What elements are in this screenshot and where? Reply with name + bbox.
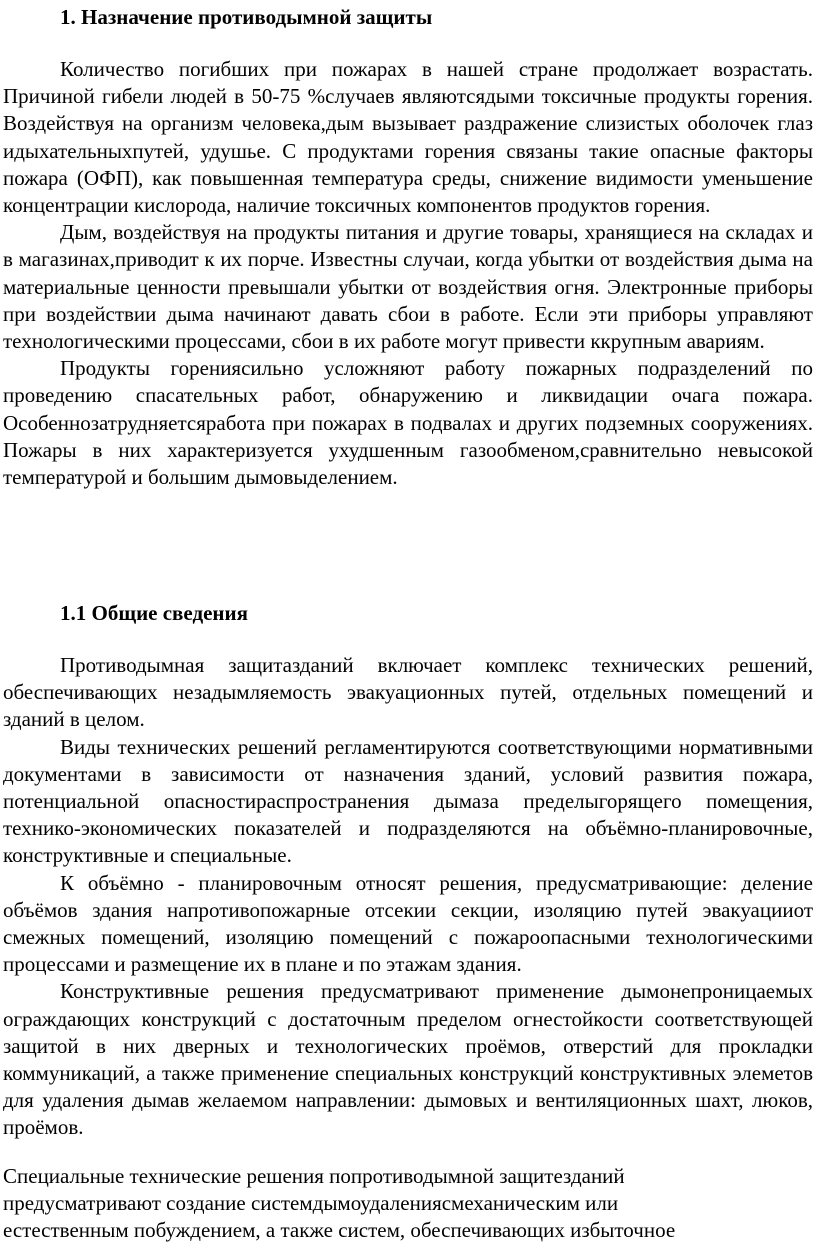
text-line: Специальные технические решения попротиводымной защитезданий xyxy=(3,1164,625,1188)
paragraph: К объёмно - планировочным относят решения, предусматривающие: деление объёмов здания напротивопожарные отсекии секции, изоляцию путей эвакуацииот смежных помещений, изоляцию помещений с пожароопасными технологическими процессами и размещение их в плане и по этажам здания. xyxy=(3,870,813,977)
text-line: естественным побуждением, а также систем, обеспечивающих избыточное xyxy=(3,1218,676,1243)
section-1-heading: 1. Назначение противодымной защиты xyxy=(60,5,433,29)
paragraph: Продукты горениясильно усложняют работу пожарных подразделений по проведению спасательных работ, обнаружению и ликвидации очага пожара. Особеннозатрудняетсяработа при пожарах в подвалах и других подземных сооружениях. Пожары в них характеризуется ухудшенным газообменом,сравнительно невысокой температурой и большим дымовыделением. xyxy=(3,356,813,490)
paragraph: Количество погибших при пожарах в нашей стране продолжает возрастать. Причиной гибели людей в 50-75 %случаев являютсядыми токсичные продукты горения. Воздействуя на организм человека,дым вызывает раздражение слизистых оболочек глаз идыхательныхпутей, удушье. С продуктами горения связаны такие опасные факторы пожара (ОФП), как повышенная температура среды, снижение видимости уменьшение концентрации кислорода, наличие токсичных компонентов продуктов горения. xyxy=(3,57,813,218)
paragraph: Дым, воздействуя на продукты питания и другие товары, хранящиеся на складах и в магазинах,приводит к их порче. Известны случаи, когда убытки от воздействия дыма на материальные ценности превышали убытки от воздействия огня. Электронные приборы при воздействии дыма начинают давать сбои в работе. Если эти приборы управляют технологическими процессами, сбои в их работе могут привести ккрупным авариям. xyxy=(3,220,813,354)
section-1-1-heading: 1.1 Общие сведения xyxy=(60,601,248,625)
paragraph: Конструктивные решения предусматривают применение дымонепроницаемых ограждающих конструкций с достаточным пределом огнестойкости соответствующей защитой в них дверных и технологических проёмов, отверстий для прокладки коммуникаций, а также применение специальных конструкций конструктивных элеметов для удаления дымав желаемом направлении: дымовых и вентиляционных шахт, люков, проёмов. xyxy=(3,979,813,1140)
section-1-1-body xyxy=(3,652,813,1142)
paragraph: Виды технических решений регламентируются соответствующими нормативными документами в зависимости от назначения зданий, условий развития пожара, потенциальной опасностираспространения дымаза пределыгорящего помещения, технико-экономических показателей и подразделяются на объёмно-планировочные, конструктивные и специальные. xyxy=(3,734,813,868)
paragraph: Противодымная защитазданий включает комплекс технических решений, обеспечивающих незадымляемость эвакуационных путей, отдельных помещений и зданий в целом. xyxy=(3,653,813,732)
text-line: предусматривают создание системдымоудалениясмеханическим или xyxy=(3,1191,619,1216)
section-1-1-tail-paragraph xyxy=(3,1163,813,1245)
section-1-body xyxy=(3,56,813,491)
